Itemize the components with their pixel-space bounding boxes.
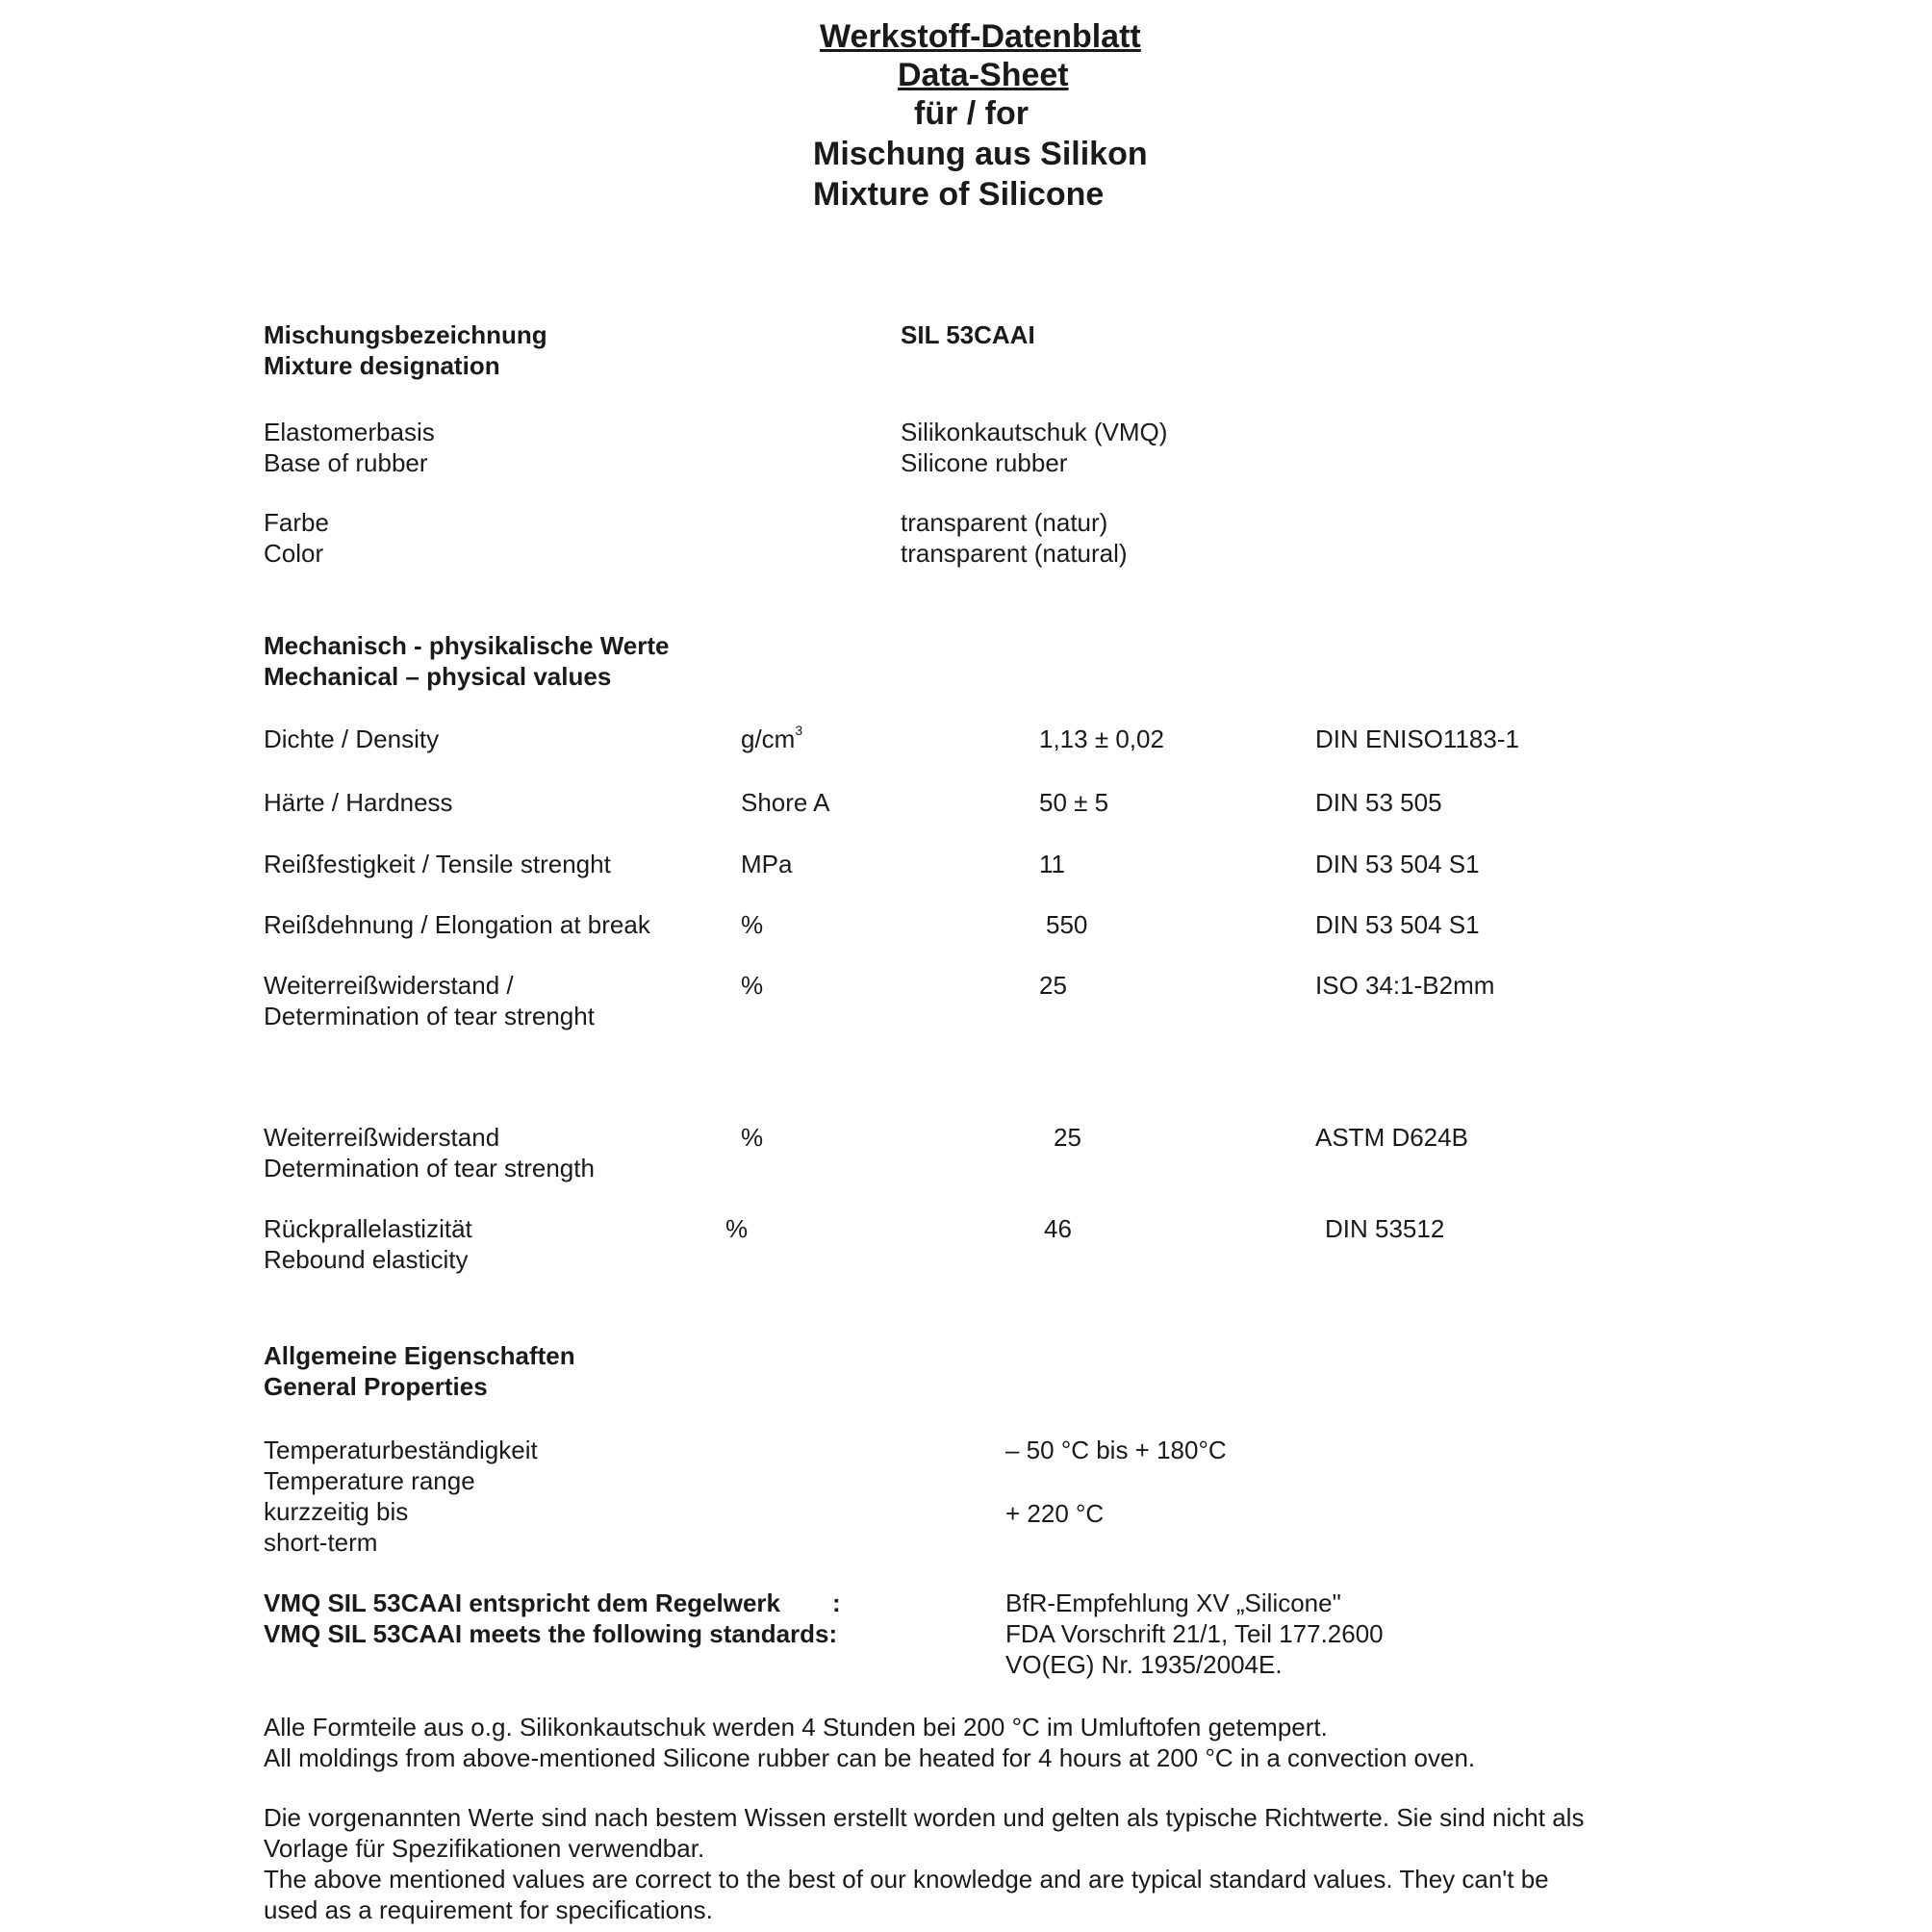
mech-label bbox=[264, 1122, 595, 1183]
temperature-label-de: Temperaturbeständigkeit bbox=[264, 1436, 538, 1464]
base-label bbox=[264, 417, 435, 478]
title-material-en: Mixture of Silicone bbox=[813, 176, 1105, 213]
mech-label-line2: Determination of tear strenght bbox=[264, 1002, 595, 1030]
standards-label-de-colon: : bbox=[832, 1589, 841, 1617]
base-value-en: Silicone rubber bbox=[901, 448, 1068, 477]
standards-list bbox=[1005, 1588, 1384, 1680]
mech-standard: ASTM D624B bbox=[1315, 1123, 1468, 1152]
standard-item: BfR-Empfehlung XV „Silicone" bbox=[1005, 1589, 1341, 1617]
temperature-label-en: Temperature range bbox=[264, 1466, 475, 1495]
base-value bbox=[901, 417, 1167, 478]
mech-value: 25 bbox=[1054, 1123, 1081, 1152]
title-material-de: Mischung aus Silikon bbox=[813, 136, 1148, 172]
short-term-label-de: kurzzeitig bis bbox=[264, 1497, 409, 1526]
mech-label: Härte / Hardness bbox=[264, 788, 453, 817]
designation-label-en: Mixture designation bbox=[264, 351, 500, 380]
mech-heading bbox=[264, 630, 669, 692]
mech-unit: Shore A bbox=[741, 788, 830, 817]
mech-label: Reißfestigkeit / Tensile strenght bbox=[264, 850, 611, 878]
tempering-note-de: Alle Formteile aus o.g. Silikonkautschuk werden 4 Stunden bei 200 °C im Umluftofen getempert. bbox=[264, 1713, 1328, 1741]
unit-superscript: 3 bbox=[795, 723, 803, 738]
mech-standard: DIN 53512 bbox=[1325, 1214, 1445, 1243]
mech-label-line1: Weiterreißwiderstand bbox=[264, 1123, 500, 1152]
title-de: Werkstoff-Datenblatt bbox=[820, 18, 1141, 55]
disclaimer-en-line1: The above mentioned values are correct to the best of our knowledge and are typical standard values. They can't be bbox=[264, 1865, 1549, 1894]
mech-label bbox=[264, 724, 439, 754]
mech-label bbox=[264, 970, 595, 1031]
mech-unit: % bbox=[741, 910, 764, 939]
standard-item: VO(EG) Nr. 1935/2004E. bbox=[1005, 1650, 1283, 1679]
mech-label: Reißdehnung / Elongation at break bbox=[264, 910, 650, 939]
base-value-de: Silikonkautschuk (VMQ) bbox=[901, 418, 1168, 446]
color-label bbox=[264, 507, 329, 569]
mech-label-line2: Determination of tear strength bbox=[264, 1154, 595, 1182]
disclaimer-en-line2: used as a requirement for specifications. bbox=[264, 1895, 713, 1924]
disclaimer-de-line2: Vorlage für Spezifikationen verwendbar. bbox=[264, 1834, 705, 1863]
tempering-note bbox=[264, 1712, 1475, 1773]
mech-label-line1: Dichte / Density bbox=[264, 724, 440, 753]
temperature-label bbox=[264, 1435, 538, 1558]
standards-label-de-text: VMQ SIL 53CAAI entspricht dem Regelwerk bbox=[264, 1589, 780, 1617]
unit-text: g/cm bbox=[741, 724, 796, 753]
mech-heading-de: Mechanisch - physikalische Werte bbox=[264, 631, 670, 660]
disclaimer-de-line1: Die vorgenannten Werte sind nach bestem Wissen erstellt worden und gelten als typische Richtwerte. Sie sind nicht als bbox=[264, 1803, 1585, 1832]
short-term-label-en: short-term bbox=[264, 1528, 378, 1557]
mech-label-line2: Rebound elasticity bbox=[264, 1245, 469, 1274]
mech-value: 550 bbox=[1046, 910, 1088, 939]
mech-unit bbox=[741, 724, 802, 754]
standards-label bbox=[264, 1588, 841, 1649]
mech-unit: % bbox=[741, 1123, 764, 1152]
tempering-note-en: All moldings from above-mentioned Silicone rubber can be heated for 4 hours at 200 °C in a convection oven. bbox=[264, 1743, 1476, 1772]
color-value bbox=[901, 507, 1128, 569]
mech-standard: DIN 53 504 S1 bbox=[1315, 850, 1480, 878]
mech-value: 25 bbox=[1039, 971, 1067, 1000]
mech-label-line1: Weiterreißwiderstand / bbox=[264, 971, 514, 1000]
designation-value: SIL 53CAAI bbox=[901, 320, 1035, 349]
base-label-en: Base of rubber bbox=[264, 448, 428, 477]
color-value-en: transparent (natural) bbox=[901, 539, 1128, 568]
standard-item: FDA Vorschrift 21/1, Teil 177.2600 bbox=[1005, 1619, 1384, 1648]
mech-value: 50 ± 5 bbox=[1039, 788, 1109, 817]
mech-value: 11 bbox=[1039, 850, 1065, 878]
color-label-en: Color bbox=[264, 539, 324, 568]
base-label-de: Elastomerbasis bbox=[264, 418, 435, 446]
disclaimer bbox=[264, 1802, 1584, 1925]
standards-label-en: VMQ SIL 53CAAI meets the following standards: bbox=[264, 1619, 838, 1648]
mech-standard: DIN 53 504 S1 bbox=[1315, 910, 1480, 939]
designation-label-de: Mischungsbezeichnung bbox=[264, 320, 547, 349]
mech-standard: DIN 53 505 bbox=[1315, 788, 1442, 817]
mech-value: 1,13 ± 0,02 bbox=[1039, 724, 1164, 753]
mech-value: 46 bbox=[1044, 1214, 1072, 1243]
title-en: Data-Sheet bbox=[898, 57, 1069, 93]
general-heading-de: Allgemeine Eigenschaften bbox=[264, 1341, 575, 1370]
mech-label bbox=[264, 1213, 472, 1275]
general-heading bbox=[264, 1340, 575, 1402]
mech-heading-en: Mechanical – physical values bbox=[264, 662, 612, 691]
general-heading-en: General Properties bbox=[264, 1372, 488, 1401]
mech-unit: MPa bbox=[741, 850, 793, 878]
designation-label bbox=[264, 319, 547, 381]
color-label-de: Farbe bbox=[264, 508, 329, 537]
mech-label-line1: Rückprallelastizität bbox=[264, 1214, 472, 1243]
short-term-value: + 220 °C bbox=[1005, 1499, 1105, 1528]
mech-standard: ISO 34:1-B2mm bbox=[1315, 971, 1495, 1000]
mech-standard: DIN ENISO1183-1 bbox=[1315, 724, 1519, 753]
title-for: für / for bbox=[914, 95, 1029, 132]
color-value-de: transparent (natur) bbox=[901, 508, 1108, 537]
mech-unit: % bbox=[725, 1214, 749, 1243]
temperature-value: – 50 °C bis + 180°C bbox=[1005, 1436, 1227, 1464]
standards-label-de bbox=[264, 1588, 841, 1618]
mech-unit: % bbox=[741, 971, 764, 1000]
